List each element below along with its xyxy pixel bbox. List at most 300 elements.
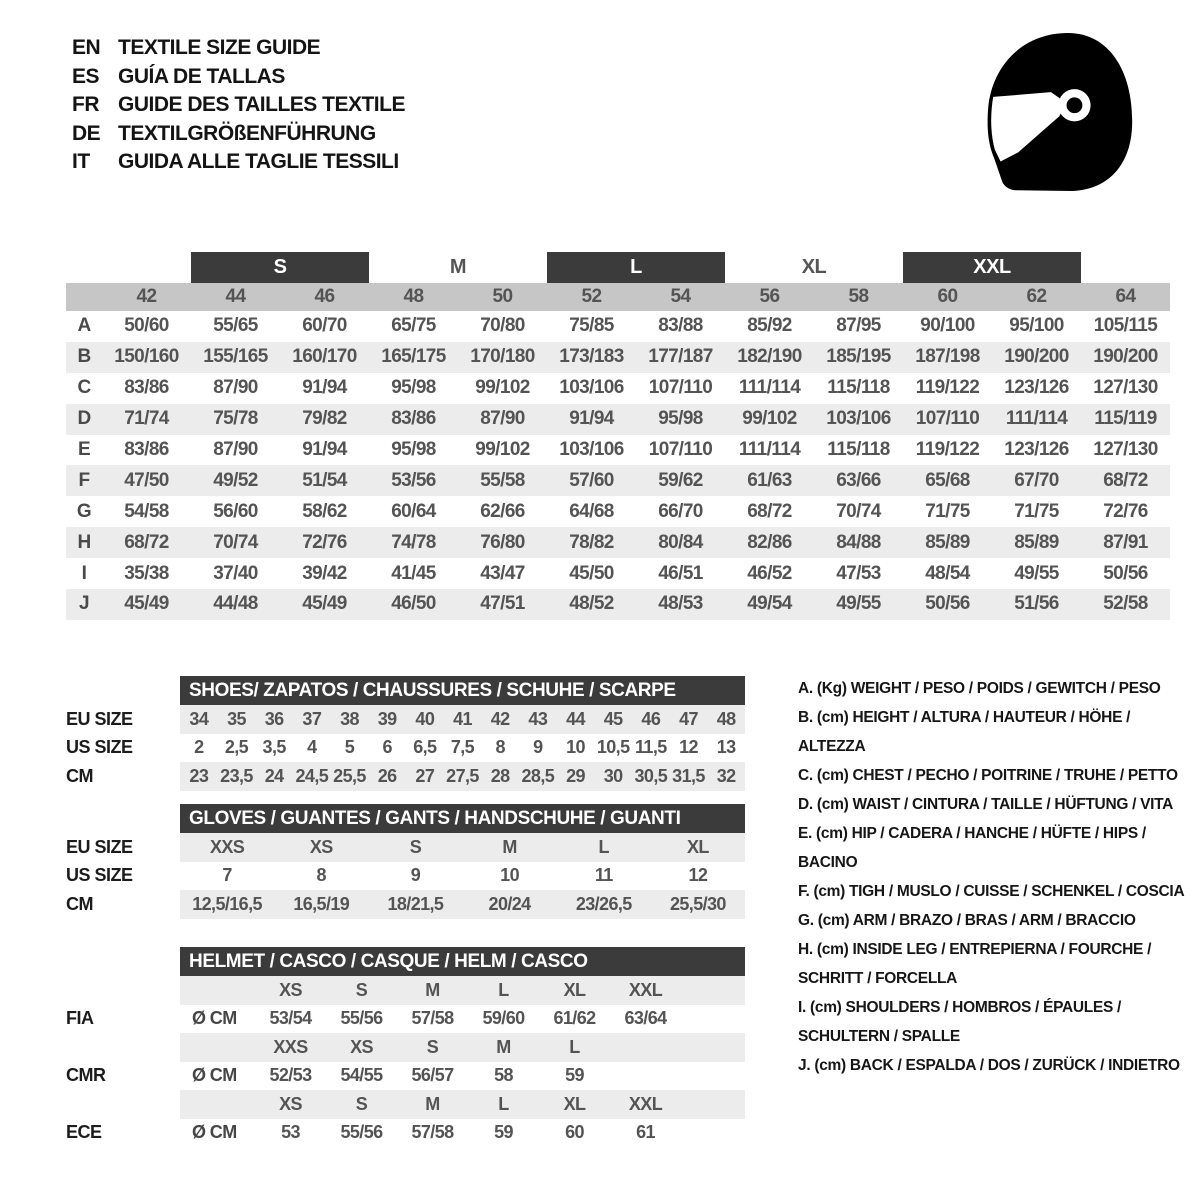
value-cell: 85/89 bbox=[1014, 531, 1059, 553]
value-cell: 111/114 bbox=[738, 377, 801, 399]
value-cell: 83/86 bbox=[124, 377, 169, 399]
value-cell: 95/98 bbox=[391, 439, 436, 460]
shoes-table-title: SHOES/ ZAPATOS / CHAUSSURES / SCHUHE / SCARPE bbox=[180, 676, 745, 705]
value-cell: 30 bbox=[603, 765, 623, 786]
table-row bbox=[66, 589, 1170, 620]
shoes-rows bbox=[66, 705, 745, 791]
value-cell: 20/24 bbox=[488, 893, 531, 914]
row-band bbox=[180, 1033, 745, 1062]
value-cell: 3,5 bbox=[262, 737, 286, 758]
value-cell: 35 bbox=[227, 708, 246, 729]
value-cell: 54/55 bbox=[340, 1065, 383, 1086]
value-cell: XXS bbox=[209, 836, 245, 857]
row-band bbox=[180, 734, 745, 763]
value-cell: 12 bbox=[688, 865, 708, 886]
value-cell: 85/89 bbox=[925, 531, 970, 553]
size-label: XS bbox=[279, 1093, 302, 1114]
row-letter: B bbox=[77, 346, 91, 368]
value-cell: 18/21,5 bbox=[387, 893, 444, 914]
value-cell: 48/53 bbox=[658, 593, 703, 615]
size-label: L bbox=[569, 1036, 580, 1057]
row-letter: I bbox=[81, 562, 87, 584]
value-cell: 58/62 bbox=[302, 500, 347, 522]
value-cell: 49/54 bbox=[747, 593, 792, 615]
size-number: 58 bbox=[848, 286, 869, 307]
size-group-row bbox=[66, 252, 1170, 283]
row-letter: C bbox=[77, 377, 91, 399]
language-block bbox=[72, 34, 405, 177]
size-number-row bbox=[66, 283, 1170, 311]
value-cell: 44 bbox=[566, 708, 585, 729]
standard-label: FIA bbox=[66, 1008, 94, 1029]
value-cell: 95/98 bbox=[391, 377, 436, 399]
value-cell: 76/80 bbox=[480, 531, 525, 553]
value-cell: 65/68 bbox=[925, 469, 970, 491]
value-cell: 2 bbox=[194, 737, 204, 758]
size-label: S bbox=[355, 1093, 368, 1114]
row-label bbox=[66, 1090, 180, 1119]
value-cell: 40 bbox=[415, 708, 435, 729]
value-cell: 53/56 bbox=[391, 469, 436, 491]
helmet-rows bbox=[66, 976, 745, 1147]
value-cell: 87/90 bbox=[213, 439, 258, 460]
row-letter: F bbox=[78, 469, 90, 491]
value-cell: 70/74 bbox=[213, 531, 258, 553]
value-cell: 55/56 bbox=[340, 1008, 383, 1029]
row-band bbox=[180, 1119, 745, 1148]
size-label: M bbox=[425, 1093, 440, 1114]
value-cell: 51/56 bbox=[1014, 593, 1059, 615]
size-label: XXL bbox=[628, 1093, 663, 1114]
table-row bbox=[66, 496, 1170, 527]
legend-item: D. (cm) WAIST / CINTURA / TAILLE / HÜFTUNG / VITA bbox=[798, 796, 1174, 813]
value-cell: 72/76 bbox=[1103, 500, 1148, 522]
helmet-values-row bbox=[66, 1005, 745, 1034]
size-label: S bbox=[355, 979, 368, 1000]
row-label: US SIZE bbox=[66, 737, 133, 758]
value-cell: 45/49 bbox=[124, 593, 169, 615]
value-cell: 59 bbox=[565, 1065, 584, 1086]
value-cell: 45/50 bbox=[569, 562, 614, 584]
value-cell: 49/55 bbox=[1014, 562, 1059, 584]
size-label: XXL bbox=[628, 979, 663, 1000]
value-cell: 59 bbox=[494, 1122, 513, 1143]
row-band bbox=[180, 1090, 745, 1119]
legend-item: H. (cm) INSIDE LEG / ENTREPIERNA / FOURCHE / SCHRITT / FORCELLA bbox=[798, 941, 1152, 987]
value-cell: 60/70 bbox=[302, 315, 347, 337]
value-cell: 78/82 bbox=[569, 531, 614, 553]
legend-item: B. (cm) HEIGHT / ALTURA / HAUTEUR / HÖHE / ALTEZZA bbox=[798, 709, 1131, 755]
row-label bbox=[66, 1033, 180, 1062]
value-cell: 190/200 bbox=[1093, 346, 1158, 368]
size-number: 42 bbox=[136, 286, 157, 307]
value-cell: 68/72 bbox=[1103, 469, 1148, 491]
size-number: 50 bbox=[492, 286, 513, 307]
value-cell: 83/86 bbox=[124, 439, 169, 460]
value-cell: 50/56 bbox=[925, 593, 970, 615]
value-cell: 60 bbox=[565, 1122, 584, 1143]
value-cell: 6,5 bbox=[413, 737, 437, 758]
value-cell: 50/60 bbox=[124, 315, 169, 337]
value-cell: 49/55 bbox=[836, 593, 881, 615]
value-cell: 107/110 bbox=[648, 377, 713, 399]
value-cell: 7 bbox=[222, 865, 232, 886]
value-cell: 30,5 bbox=[634, 765, 668, 786]
unit-cell: Ø CM bbox=[192, 1122, 237, 1143]
value-cell: 72/76 bbox=[302, 531, 347, 553]
value-cell: 53/54 bbox=[269, 1008, 312, 1029]
value-cell: 87/90 bbox=[213, 377, 258, 399]
value-cell: 150/160 bbox=[114, 346, 179, 368]
value-cell: 4 bbox=[307, 737, 317, 758]
language-title: GUIDE DES TAILLES TEXTILE bbox=[118, 93, 405, 117]
row-band bbox=[180, 705, 745, 734]
value-cell: 57/60 bbox=[569, 469, 614, 491]
value-cell: 25,5 bbox=[333, 765, 366, 786]
value-cell: M bbox=[502, 836, 517, 857]
row-band bbox=[180, 890, 745, 919]
racing-helmet-icon bbox=[972, 26, 1140, 198]
gloves-table-title: GLOVES / GUANTES / GANTS / HANDSCHUHE / GUANTI bbox=[180, 804, 745, 833]
value-cell: 28,5 bbox=[521, 765, 555, 786]
language-code: DE bbox=[72, 121, 101, 145]
size-number: 60 bbox=[937, 286, 958, 307]
language-title: TEXTILGRÖßENFÜHRUNG bbox=[118, 121, 376, 145]
value-cell: 61 bbox=[636, 1122, 655, 1143]
size-row bbox=[66, 890, 745, 919]
helmet-sizes-row bbox=[66, 1033, 745, 1062]
corner-cell bbox=[66, 283, 102, 311]
value-cell: S bbox=[409, 836, 422, 857]
value-cell: 85/92 bbox=[747, 315, 792, 337]
value-cell: 52/58 bbox=[1103, 593, 1148, 615]
row-letter: D bbox=[77, 408, 91, 430]
value-cell: 32 bbox=[716, 765, 736, 786]
value-cell: 11 bbox=[594, 865, 613, 886]
value-cell: 95/98 bbox=[658, 408, 703, 430]
value-cell: 26 bbox=[377, 765, 397, 786]
value-cell: 182/190 bbox=[737, 346, 802, 368]
value-cell: 37/40 bbox=[213, 562, 258, 584]
value-cell: 23/26,5 bbox=[575, 893, 632, 914]
value-cell: 70/80 bbox=[480, 315, 525, 337]
value-cell: 103/106 bbox=[559, 439, 624, 460]
value-cell: 25,5/30 bbox=[669, 893, 726, 914]
value-cell: 119/122 bbox=[915, 439, 980, 460]
value-cell: 12 bbox=[679, 737, 698, 758]
value-cell: 61/62 bbox=[553, 1008, 596, 1029]
size-label: XS bbox=[279, 979, 302, 1000]
value-cell: 16,5/19 bbox=[293, 893, 350, 914]
value-cell: 68/72 bbox=[124, 531, 169, 553]
size-label: XS bbox=[350, 1036, 373, 1057]
unit-cell bbox=[180, 976, 255, 1005]
value-cell: 45/49 bbox=[302, 593, 347, 615]
value-cell: 28 bbox=[490, 765, 510, 786]
value-cell: 55/56 bbox=[340, 1122, 383, 1143]
size-number: 54 bbox=[670, 286, 691, 307]
value-cell: 37 bbox=[302, 708, 322, 729]
value-cell: 23 bbox=[189, 765, 209, 786]
value-cell: 60/64 bbox=[391, 500, 436, 522]
value-cell: 123/126 bbox=[1004, 377, 1069, 399]
value-cell: 46/50 bbox=[391, 593, 436, 615]
value-cell: 27 bbox=[415, 765, 435, 786]
value-cell: 41/45 bbox=[391, 562, 436, 584]
legend-item: E. (cm) HIP / CADERA / HANCHE / HÜFTE / HIPS / BACINO bbox=[798, 825, 1146, 871]
value-cell: 51/54 bbox=[302, 469, 347, 491]
value-cell: 35/38 bbox=[124, 562, 169, 584]
value-cell: 39 bbox=[377, 708, 397, 729]
value-cell: 84/88 bbox=[836, 531, 881, 553]
row-label: EU SIZE bbox=[66, 836, 133, 857]
value-cell: 173/183 bbox=[559, 346, 624, 368]
size-row bbox=[66, 862, 745, 891]
legend-item: I. (cm) SHOULDERS / HOMBROS / ÉPAULES / SCHULTERN / SPALLE bbox=[798, 999, 1122, 1045]
value-cell: 43/47 bbox=[480, 562, 525, 584]
value-cell: 24,5 bbox=[295, 765, 329, 786]
size-row bbox=[66, 734, 745, 763]
table-row bbox=[66, 465, 1170, 496]
size-number: 62 bbox=[1026, 286, 1047, 307]
value-cell: 6 bbox=[382, 737, 392, 758]
value-cell: 34 bbox=[189, 708, 209, 729]
table-row bbox=[66, 404, 1170, 435]
textile-rows bbox=[66, 311, 1170, 620]
size-group-m: M bbox=[449, 256, 467, 278]
shoes-table bbox=[66, 676, 745, 791]
value-cell: 58 bbox=[494, 1065, 513, 1086]
value-cell: 91/94 bbox=[302, 377, 347, 399]
value-cell: 170/180 bbox=[470, 346, 535, 368]
value-cell: 8 bbox=[316, 865, 326, 886]
value-cell: 24 bbox=[264, 765, 284, 786]
value-cell: 57/58 bbox=[411, 1122, 454, 1143]
value-cell: XS bbox=[309, 836, 333, 857]
value-cell: 27,5 bbox=[446, 765, 479, 786]
table-row bbox=[66, 527, 1170, 558]
value-cell: 59/62 bbox=[658, 469, 703, 491]
size-number: 48 bbox=[403, 286, 424, 307]
language-row bbox=[72, 148, 405, 177]
size-row bbox=[66, 762, 745, 791]
value-cell: 38 bbox=[340, 708, 359, 729]
value-cell: 41 bbox=[453, 708, 472, 729]
value-cell: 115/118 bbox=[827, 377, 890, 399]
value-cell: 115/118 bbox=[827, 439, 890, 460]
size-row bbox=[66, 833, 745, 862]
legend-item: A. (Kg) WEIGHT / PESO / POIDS / GEWITCH / PESO bbox=[798, 680, 1161, 697]
value-cell: 68/72 bbox=[747, 500, 792, 522]
value-cell: 9 bbox=[410, 865, 421, 886]
value-cell: 10 bbox=[500, 865, 519, 886]
value-cell: 63/64 bbox=[624, 1008, 667, 1029]
value-cell: 82/86 bbox=[747, 531, 792, 553]
value-cell: 53 bbox=[281, 1122, 300, 1143]
value-cell: 111/114 bbox=[1005, 408, 1068, 430]
value-cell: 43 bbox=[528, 708, 548, 729]
value-cell: 57/58 bbox=[411, 1008, 454, 1029]
language-title: TEXTILE SIZE GUIDE bbox=[118, 36, 321, 60]
value-cell: 80/84 bbox=[658, 531, 703, 553]
value-cell: 87/95 bbox=[836, 315, 881, 337]
value-cell: 62/66 bbox=[480, 500, 525, 522]
value-cell: 46/51 bbox=[658, 562, 703, 584]
value-cell: 177/187 bbox=[648, 346, 713, 368]
size-label: XL bbox=[563, 1093, 586, 1114]
value-cell: 47/50 bbox=[124, 469, 169, 491]
value-cell: 185/195 bbox=[826, 346, 891, 368]
value-cell: 103/106 bbox=[826, 408, 891, 430]
value-cell: 165/175 bbox=[381, 346, 446, 368]
value-cell: 44/48 bbox=[213, 593, 258, 615]
table-row bbox=[66, 311, 1170, 342]
language-row bbox=[72, 120, 405, 149]
row-band bbox=[180, 833, 745, 862]
size-label: M bbox=[425, 979, 440, 1000]
measurement-legend bbox=[798, 674, 1194, 1080]
value-cell: 48 bbox=[716, 708, 736, 729]
unit-cell: Ø CM bbox=[192, 1065, 237, 1086]
size-label: L bbox=[498, 1093, 509, 1114]
value-cell: 105/115 bbox=[1093, 315, 1158, 337]
value-cell: 31,5 bbox=[672, 765, 705, 786]
value-cell: 83/86 bbox=[391, 408, 436, 430]
value-cell: 67/70 bbox=[1014, 469, 1059, 491]
value-cell: 10 bbox=[566, 737, 585, 758]
value-cell: 70/74 bbox=[836, 500, 881, 522]
value-cell: 87/90 bbox=[480, 408, 525, 430]
gloves-rows bbox=[66, 833, 745, 919]
value-cell: 55/65 bbox=[213, 315, 258, 337]
value-cell: 52/53 bbox=[269, 1065, 312, 1086]
language-code: ES bbox=[72, 64, 100, 88]
value-cell: 47/51 bbox=[480, 593, 525, 615]
row-label: US SIZE bbox=[66, 865, 133, 886]
value-cell: 107/110 bbox=[915, 408, 980, 430]
value-cell: 46/52 bbox=[747, 562, 792, 584]
value-cell: 55/58 bbox=[480, 469, 525, 491]
size-label: XL bbox=[563, 979, 586, 1000]
row-letter: H bbox=[77, 531, 91, 553]
size-label: S bbox=[426, 1036, 439, 1057]
helmet-table-title: HELMET / CASCO / CASQUE / HELM / CASCO bbox=[180, 947, 745, 976]
size-number: 52 bbox=[581, 286, 602, 307]
legend-item: J. (cm) BACK / ESPALDA / DOS / ZURÜCK / INDIETRO bbox=[798, 1057, 1180, 1074]
value-cell: 2,5 bbox=[224, 737, 249, 758]
value-cell: 13 bbox=[716, 737, 736, 758]
row-band bbox=[180, 862, 745, 891]
value-cell: 99/102 bbox=[742, 408, 797, 430]
size-group-xl: XL bbox=[801, 256, 827, 278]
value-cell: 155/165 bbox=[203, 346, 268, 368]
value-cell: 87/91 bbox=[1103, 531, 1148, 553]
size-number: 56 bbox=[759, 286, 780, 307]
row-band bbox=[180, 1062, 745, 1091]
row-label bbox=[66, 976, 180, 1005]
value-cell: 91/94 bbox=[569, 408, 614, 430]
helmet-sizes-row bbox=[66, 976, 745, 1005]
value-cell: 75/78 bbox=[213, 408, 258, 430]
value-cell: 71/74 bbox=[124, 408, 169, 430]
value-cell: 111/114 bbox=[738, 439, 801, 460]
value-cell: 75/85 bbox=[569, 315, 614, 337]
size-number: 44 bbox=[225, 286, 246, 307]
value-cell: 47 bbox=[679, 708, 698, 729]
value-cell: 115/119 bbox=[1094, 408, 1157, 430]
value-cell: 91/94 bbox=[302, 439, 347, 460]
size-number: 46 bbox=[314, 286, 335, 307]
size-number: 64 bbox=[1115, 286, 1136, 307]
row-label: CM bbox=[66, 893, 93, 914]
table-row bbox=[66, 342, 1170, 373]
value-cell: 90/100 bbox=[920, 315, 975, 337]
value-cell: 48/54 bbox=[925, 562, 970, 584]
row-band bbox=[180, 762, 745, 791]
value-cell: 64/68 bbox=[569, 500, 614, 522]
value-cell: 9 bbox=[533, 737, 543, 758]
row-letter: G bbox=[76, 500, 92, 522]
value-cell: 47/53 bbox=[836, 562, 881, 584]
size-group-s: S bbox=[191, 252, 369, 283]
language-title: GUIDA ALLE TAGLIE TESSILI bbox=[118, 150, 399, 174]
value-cell: 95/100 bbox=[1009, 315, 1064, 337]
row-letter: A bbox=[77, 315, 91, 337]
legend-item: C. (cm) CHEST / PECHO / POITRINE / TRUHE / PETTO bbox=[798, 767, 1178, 784]
unit-cell bbox=[180, 1033, 255, 1062]
value-cell: 29 bbox=[566, 765, 585, 786]
value-cell: 127/130 bbox=[1093, 377, 1158, 399]
value-cell: 107/110 bbox=[648, 439, 713, 460]
value-cell: 160/170 bbox=[292, 346, 357, 368]
value-cell: 48/52 bbox=[569, 593, 614, 615]
value-cell: 56/57 bbox=[411, 1065, 454, 1086]
value-cell: 99/102 bbox=[475, 377, 530, 399]
table-row bbox=[66, 435, 1170, 466]
value-cell: 66/70 bbox=[658, 500, 703, 522]
size-group-l: L bbox=[547, 252, 725, 283]
value-cell: 79/82 bbox=[302, 408, 347, 430]
size-group-xxl: XXL bbox=[903, 252, 1081, 283]
language-row bbox=[72, 91, 405, 120]
language-row bbox=[72, 63, 405, 92]
value-cell: 187/198 bbox=[915, 346, 980, 368]
value-cell: XL bbox=[687, 836, 709, 857]
language-title: GUÍA DE TALLAS bbox=[118, 64, 285, 88]
value-cell: 49/52 bbox=[213, 469, 258, 491]
language-code: EN bbox=[72, 36, 101, 60]
gloves-table bbox=[66, 804, 745, 919]
value-cell: 39/42 bbox=[302, 562, 347, 584]
legend-item: F. (cm) TIGH / MUSLO / CUISSE / SCHENKEL / COSCIA bbox=[798, 883, 1185, 900]
value-cell: 71/75 bbox=[925, 500, 970, 522]
textile-size-table bbox=[66, 252, 1170, 620]
standard-label: ECE bbox=[66, 1122, 102, 1143]
value-cell: 59/60 bbox=[482, 1008, 525, 1029]
value-cell: 71/75 bbox=[1014, 500, 1059, 522]
size-row bbox=[66, 705, 745, 734]
value-cell: 83/88 bbox=[658, 315, 703, 337]
helmet-sizes-row bbox=[66, 1090, 745, 1119]
value-cell: 65/75 bbox=[391, 315, 436, 337]
value-cell: 56/60 bbox=[213, 500, 258, 522]
unit-cell: Ø CM bbox=[192, 1008, 237, 1029]
value-cell: 36 bbox=[264, 708, 284, 729]
value-cell: 45 bbox=[603, 708, 623, 729]
language-row bbox=[72, 34, 405, 63]
value-cell: 54/58 bbox=[124, 500, 169, 522]
value-cell: 42 bbox=[490, 708, 510, 729]
